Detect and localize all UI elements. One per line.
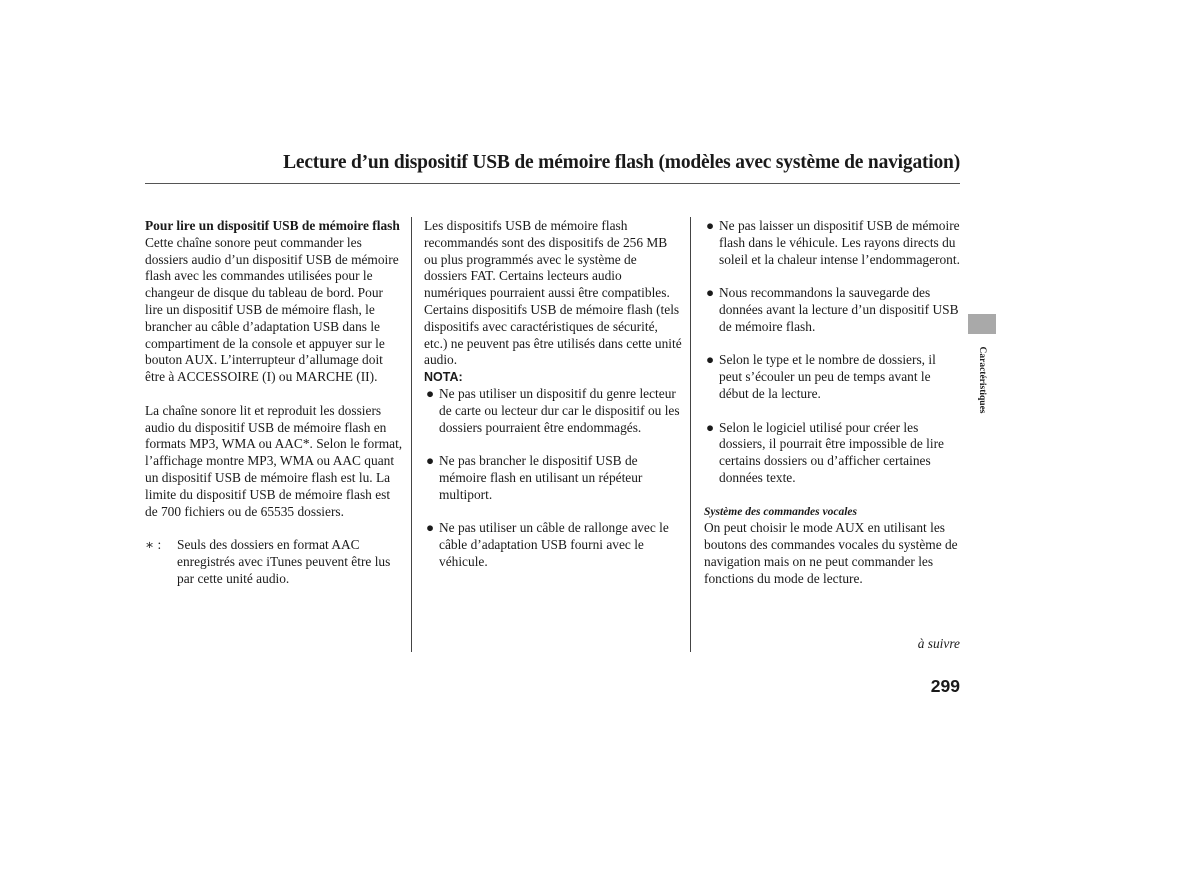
list-item xyxy=(424,520,682,570)
list-item-text: Ne pas laisser un dispositif USB de mémoire flash dans le véhicule. Les rayons directs du soleil et la chaleur intense l’endommageront. xyxy=(719,218,960,267)
column-2 xyxy=(424,218,682,571)
section-heading: Pour lire un dispositif USB de mémoire flash xyxy=(145,218,400,233)
column-3 xyxy=(704,218,962,588)
continued-label: à suivre xyxy=(917,636,960,651)
title-rule xyxy=(145,183,960,184)
list-item xyxy=(704,218,962,268)
column-divider-2 xyxy=(690,217,691,652)
subsection-heading: Système des commandes vocales xyxy=(704,505,857,518)
list-item xyxy=(704,420,962,487)
paragraph: Les dispositifs USB de mémoire flash recommandés sont des dispositifs de 256 MB ou plus programmés avec le système de dossiers FAT. Certains lecteurs audio numériques pourraient aussi être compatibles. xyxy=(424,218,670,301)
list-item xyxy=(424,453,682,503)
list-item xyxy=(424,386,682,436)
paragraph: On peut choisir le mode AUX en utilisant les boutons des commandes vocales du système de navigation mais on ne peut commander les fonctions du mode de lecture. xyxy=(704,520,958,586)
bullet-icon: ● xyxy=(706,285,715,301)
bullet-icon: ● xyxy=(426,385,435,401)
list-item xyxy=(704,285,962,335)
column-divider-1 xyxy=(411,217,412,652)
bullet-icon: ● xyxy=(426,453,435,469)
bullet-icon: ● xyxy=(706,419,715,435)
footnote-text: Seuls des dossiers en format AAC enregistrés avec iTunes peuvent être lus par cette unité audio. xyxy=(177,537,391,586)
section-tab-marker xyxy=(968,314,996,334)
page-number: 299 xyxy=(930,676,960,696)
list-item-text: Selon le logiciel utilisé pour créer les dossiers, il pourrait être impossible de lire certains dossiers ou d’afficher certaines données texte. xyxy=(719,419,944,485)
list-item-text: Ne pas utiliser un câble de rallonge avec le câble d’adaptation USB fourni avec le véhicule. xyxy=(439,520,669,569)
paragraph: La chaîne sonore lit et reproduit les dossiers audio du dispositif USB de mémoire flash en formats MP3, WMA ou AAC*. Selon le format, l’affichage montre MP3, WMA ou AAC quant un dispositif USB de mémoire flash est lu. La limite du dispositif USB de mémoire flash est de 700 fichiers ou de 65535 dossiers. xyxy=(145,402,403,519)
list-item-text: Selon le type et le nombre de dossiers, il peut s’écouler un peu de temps avant le début de la lecture. xyxy=(719,352,936,401)
footnote xyxy=(145,537,403,587)
bullet-icon: ● xyxy=(706,352,715,368)
bullet-icon: ● xyxy=(706,218,715,233)
bullet-icon: ● xyxy=(426,520,435,536)
page-title: Lecture d’un dispositif USB de mémoire flash (modèles avec système de navigation) xyxy=(283,152,960,173)
nota-label: NOTA: xyxy=(424,370,463,385)
column-1 xyxy=(145,218,403,588)
paragraph: Cette chaîne sonore peut commander les dossiers audio d’un dispositif USB de mémoire flash avec les commandes utilisées pour le changeur de disque du tableau de bord. Pour lire un dispositif USB de mémoire flash, le brancher au câble d’adaptation USB dans le compartiment de la console et appuyer sur le bouton AUX. L’interrupteur d’allumage doit être à ACCESSOIRE (I) ou MARCHE (II). xyxy=(145,234,399,385)
list-item xyxy=(704,352,962,402)
footnote-mark: ∗ : xyxy=(145,537,162,553)
list-item-text: Nous recommandons la sauvegarde des données avant la lecture d’un dispositif USB de mémoire flash. xyxy=(719,285,959,334)
list-item-text: Ne pas brancher le dispositif USB de mémoire flash en utilisant un répéteur multiport. xyxy=(439,453,643,502)
paragraph: Certains dispositifs USB de mémoire flash (tels dispositifs avec caractéristiques de sécurité, etc.) ne peuvent pas être utilisés dans cette unité audio. xyxy=(424,301,682,368)
list-item-text: Ne pas utiliser un dispositif du genre lecteur de carte ou lecteur dur car le dispositif ou les dossiers pourraient être endommagés. xyxy=(439,385,680,435)
side-tab-label: Caractéristiques xyxy=(977,346,987,414)
